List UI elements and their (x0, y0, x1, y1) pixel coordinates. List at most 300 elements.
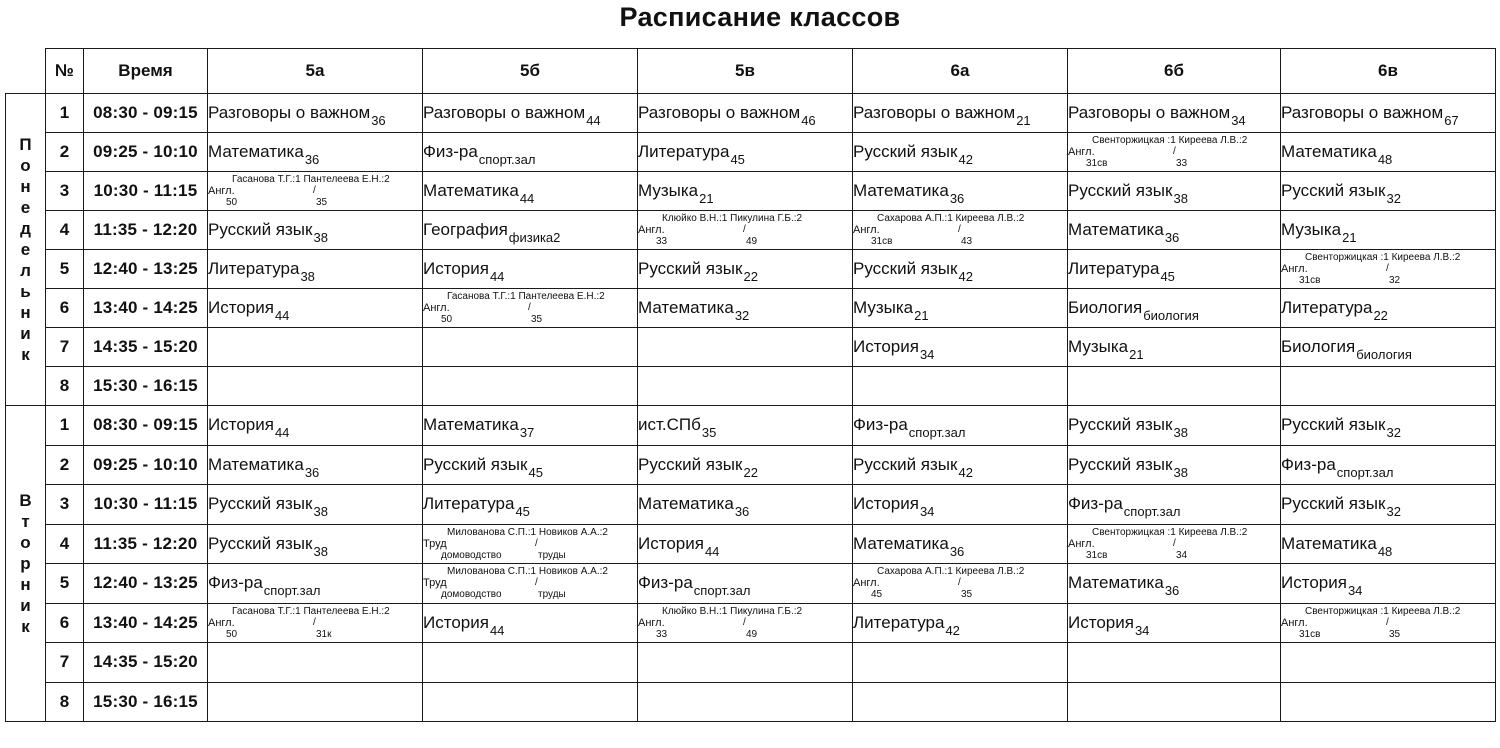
split-slash: / (528, 302, 531, 313)
lesson-number: 6 (46, 603, 84, 643)
split-slash: / (1173, 146, 1176, 157)
lesson-cell (423, 485, 638, 525)
subject-name: Русский язык (1068, 454, 1173, 474)
lesson-cell (853, 133, 1068, 172)
room-number: 38 (300, 269, 315, 284)
lesson-time: 09:25 - 10:10 (84, 133, 208, 172)
lesson-row (6, 367, 1496, 406)
lesson-cell (1068, 406, 1281, 446)
lesson-cell (1068, 367, 1281, 406)
lesson-cell (208, 172, 423, 211)
split-room-1: 31св (1299, 628, 1321, 640)
day-letter: В (19, 491, 32, 510)
room-number: биология (1356, 347, 1412, 362)
split-slash: / (1173, 537, 1176, 549)
lesson-cell (638, 94, 853, 133)
room-number: 44 (704, 543, 720, 559)
room-number: 44 (586, 113, 601, 128)
lesson-cell (1068, 94, 1281, 133)
subject-name: Физ-ра (853, 415, 908, 435)
lesson-cell (423, 367, 638, 406)
lesson-cell (1281, 524, 1496, 564)
split-room-1: 50 (226, 197, 238, 208)
room-number: спорт.зал (1336, 464, 1394, 480)
room-number: физика2 (508, 230, 561, 245)
split-teachers: Клюйко В.Н.:1 Пикулина Г.Б.:2 (662, 213, 803, 224)
lesson-number: 6 (46, 289, 84, 328)
subject-name: Литература (208, 259, 300, 278)
lesson-row (6, 564, 1496, 604)
lesson-cell (423, 289, 638, 328)
subject-name: Разговоры о важном (638, 103, 801, 122)
day-letter: е (20, 198, 31, 217)
day-letter: л (20, 261, 31, 280)
header-time: Время (84, 49, 208, 94)
split-room-1: 50 (226, 628, 238, 640)
lesson-row (6, 211, 1496, 250)
lesson-time: 11:35 - 12:20 (84, 211, 208, 250)
lesson-time: 08:30 - 09:15 (84, 94, 208, 133)
lesson-cell (1068, 682, 1281, 722)
lesson-cell (853, 603, 1068, 643)
lesson-row (6, 485, 1496, 525)
split-lesson (208, 172, 422, 210)
lesson-cell (423, 133, 638, 172)
lesson-time: 14:35 - 15:20 (84, 328, 208, 367)
subject-name: Русский язык (638, 454, 743, 474)
split-slash: / (743, 616, 746, 628)
split-subject: Англ. (1068, 537, 1095, 550)
subject-name: История (208, 415, 274, 435)
room-number: 36 (949, 543, 965, 559)
split-lesson (423, 289, 637, 327)
lesson-number: 2 (46, 133, 84, 172)
subject-name: Разговоры о важном (423, 103, 586, 122)
room-number: спорт.зал (263, 583, 321, 599)
lesson-time: 12:40 - 13:25 (84, 250, 208, 289)
split-subject: Англ. (1281, 263, 1308, 275)
split-lesson (638, 604, 852, 642)
lesson-number: 5 (46, 250, 84, 289)
split-slash: / (958, 224, 961, 235)
subject-name: Математика (1068, 573, 1164, 593)
split-subject: Труд (423, 537, 447, 550)
lesson-row (6, 524, 1496, 564)
split-teachers: Гасанова Т.Г.:1 Пантелеева Е.Н.:2 (447, 291, 605, 302)
lesson-cell (208, 133, 423, 172)
day-letter: к (21, 345, 30, 364)
split-room-1: 31св (1086, 158, 1108, 169)
room-number: 32 (734, 308, 750, 323)
subject-name: Русский язык (1281, 415, 1386, 435)
subject-name: Литература (1068, 259, 1160, 278)
lesson-time: 12:40 - 13:25 (84, 564, 208, 604)
room-number: 32 (1386, 504, 1401, 520)
lesson-number: 4 (46, 524, 84, 564)
lesson-cell (208, 445, 423, 485)
header-class-6b: 6б (1068, 49, 1281, 94)
room-number: 42 (945, 622, 960, 638)
subject-name: Математика (853, 533, 949, 553)
split-room-2: 35 (531, 314, 543, 325)
room-number: 45 (515, 504, 530, 520)
split-lesson (638, 211, 852, 249)
subject-name: Физ-ра (638, 573, 693, 593)
lesson-cell (1281, 445, 1496, 485)
split-teachers: Клюйко В.Н.:1 Пикулина Г.Б.:2 (662, 605, 803, 617)
split-room-2: 33 (1176, 158, 1188, 169)
subject-name: Математика (638, 298, 734, 317)
lesson-cell (423, 172, 638, 211)
lesson-cell (638, 172, 853, 211)
room-number: 36 (949, 191, 965, 206)
lesson-cell (853, 250, 1068, 289)
subject-name: Математика (638, 494, 734, 514)
room-number: спорт.зал (693, 583, 751, 599)
room-number: 38 (313, 230, 328, 245)
lesson-cell (853, 328, 1068, 367)
subject-name: Физ-ра (423, 142, 478, 161)
split-subject: Англ. (208, 185, 235, 197)
split-room-2: 49 (746, 236, 758, 247)
subject-name: Математика (1281, 533, 1377, 553)
subject-name: История (853, 494, 919, 514)
split-subject: Англ. (423, 302, 450, 314)
lesson-cell (853, 367, 1068, 406)
subject-name: Математика (1068, 220, 1164, 239)
room-number: 22 (743, 464, 758, 480)
lesson-cell (638, 564, 853, 604)
day-letter: р (20, 554, 31, 573)
lesson-cell (208, 406, 423, 446)
lesson-cell (1281, 367, 1496, 406)
subject-name: Русский язык (208, 494, 313, 514)
lesson-cell (423, 211, 638, 250)
subject-name: Русский язык (1281, 181, 1386, 200)
room-number: 42 (958, 269, 973, 284)
lesson-time: 15:30 - 16:15 (84, 682, 208, 722)
room-number: 42 (958, 464, 973, 480)
split-room-2: 35 (316, 197, 328, 208)
subject-name: Русский язык (1281, 494, 1386, 514)
split-slash: / (1386, 616, 1389, 628)
lesson-cell (638, 328, 853, 367)
lesson-row (6, 603, 1496, 643)
lesson-cell (423, 406, 638, 446)
subject-name: Математика (423, 415, 519, 435)
split-subject: Англ. (1068, 146, 1095, 158)
split-teachers: Милованова С.П.:1 Новиков А.А.:2 (447, 566, 608, 578)
lesson-row (6, 328, 1496, 367)
room-number: 34 (919, 347, 935, 362)
subject-name: Разговоры о важном (1281, 103, 1444, 122)
lesson-row (6, 94, 1496, 133)
lesson-cell (638, 250, 853, 289)
lesson-cell (423, 328, 638, 367)
day-letter: о (20, 156, 31, 175)
subject-name: Математика (208, 454, 304, 474)
lesson-cell (853, 172, 1068, 211)
subject-name: ист.СПб (638, 415, 701, 435)
split-slash: / (535, 537, 538, 549)
header-num: № (46, 49, 84, 94)
lesson-row (6, 445, 1496, 485)
split-lesson (1281, 250, 1495, 288)
lesson-cell (423, 445, 638, 485)
lesson-cell (638, 367, 853, 406)
lesson-cell (1281, 564, 1496, 604)
day-letter: н (20, 177, 31, 196)
split-teachers: Свенторжицкая :1 Киреева Л.В.:2 (1305, 605, 1461, 617)
subject-name: Литература (423, 494, 515, 514)
split-lesson (1281, 604, 1495, 642)
lesson-cell (1281, 328, 1496, 367)
subject-name: Русский язык (853, 142, 958, 161)
lesson-cell (853, 406, 1068, 446)
lesson-cell (853, 211, 1068, 250)
lesson-cell (638, 524, 853, 564)
lesson-time: 13:40 - 14:25 (84, 289, 208, 328)
lesson-number: 3 (46, 172, 84, 211)
room-number: 44 (274, 308, 290, 323)
split-teachers: Милованова С.П.:1 Новиков А.А.:2 (447, 526, 608, 538)
split-slash: / (313, 616, 316, 628)
subject-name: Русский язык (423, 454, 528, 474)
subject-name: Русский язык (853, 259, 958, 278)
split-subject: Труд (423, 577, 447, 590)
subject-name: Разговоры о важном (853, 103, 1016, 122)
subject-name: Математика (853, 181, 949, 200)
lesson-cell (1068, 524, 1281, 564)
split-subject: Англ. (853, 577, 880, 590)
lesson-cell (423, 643, 638, 683)
room-number: 36 (304, 152, 320, 167)
split-teachers: Свенторжицкая :1 Киреева Л.В.:2 (1092, 135, 1248, 146)
room-number: 36 (371, 113, 386, 128)
room-number: 21 (1016, 113, 1031, 128)
room-number: 48 (1377, 152, 1393, 167)
subject-name: История (208, 298, 274, 317)
day-label (6, 94, 46, 406)
split-slash: / (313, 185, 316, 196)
lesson-cell (853, 485, 1068, 525)
lesson-cell (1068, 643, 1281, 683)
room-number: 36 (1164, 583, 1180, 599)
room-number: 37 (519, 425, 535, 441)
lesson-cell (423, 524, 638, 564)
room-number: 34 (919, 504, 935, 520)
lesson-cell (638, 643, 853, 683)
lesson-number: 8 (46, 682, 84, 722)
split-lesson (208, 604, 422, 642)
split-room-2: 31к (316, 628, 332, 640)
room-number: спорт.зал (908, 425, 966, 441)
room-number: 21 (1129, 347, 1144, 362)
subject-name: Литература (1281, 298, 1373, 317)
lesson-cell (208, 250, 423, 289)
lesson-row (6, 643, 1496, 683)
day-label (6, 406, 46, 722)
lesson-cell (853, 445, 1068, 485)
day-letter: д (20, 219, 31, 238)
lesson-time: 15:30 - 16:15 (84, 367, 208, 406)
subject-name: Разговоры о важном (1068, 103, 1231, 122)
room-number: 21 (914, 308, 929, 323)
lesson-cell (1281, 643, 1496, 683)
day-letter: т (21, 512, 30, 531)
day-letter: н (20, 575, 31, 594)
day-letter: ь (20, 282, 31, 301)
room-number: 46 (801, 113, 816, 128)
lesson-cell (853, 289, 1068, 328)
lesson-cell (853, 682, 1068, 722)
lesson-row (6, 172, 1496, 211)
split-teachers: Свенторжицкая :1 Киреева Л.В.:2 (1092, 526, 1248, 538)
lesson-time: 08:30 - 09:15 (84, 406, 208, 446)
header-blank (6, 49, 46, 94)
lesson-number: 2 (46, 445, 84, 485)
lesson-cell (1068, 603, 1281, 643)
subject-name: История (853, 337, 919, 356)
lesson-cell (423, 682, 638, 722)
lesson-cell (1068, 172, 1281, 211)
schedule-table (5, 48, 1496, 722)
split-teachers: Свенторжицкая :1 Киреева Л.В.:2 (1305, 252, 1461, 263)
lesson-cell (638, 289, 853, 328)
subject-name: История (423, 612, 489, 632)
split-slash: / (1386, 263, 1389, 274)
split-room-1: 31св (871, 236, 893, 247)
split-teachers: Гасанова Т.Г.:1 Пантелеева Е.Н.:2 (232, 174, 390, 185)
split-room-1: домоводство (441, 549, 502, 561)
split-room-2: труды (538, 549, 566, 561)
room-number: 34 (1347, 583, 1363, 599)
subject-name: История (423, 259, 489, 278)
day-letter: о (20, 533, 31, 552)
lesson-cell (1068, 485, 1281, 525)
subject-name: Литература (853, 612, 945, 632)
split-room-2: 35 (961, 589, 973, 601)
lesson-cell (1281, 682, 1496, 722)
room-number: 38 (313, 543, 328, 559)
lesson-number: 7 (46, 328, 84, 367)
split-room-2: 43 (961, 236, 973, 247)
split-room-1: 45 (871, 589, 883, 601)
lesson-cell (638, 133, 853, 172)
header-class-5b: 5б (423, 49, 638, 94)
lesson-cell (1068, 289, 1281, 328)
split-subject: Англ. (1281, 616, 1308, 629)
split-room-2: труды (538, 589, 566, 601)
split-room-2: 35 (1389, 628, 1401, 640)
lesson-number: 4 (46, 211, 84, 250)
subject-name: Биология (1068, 298, 1143, 317)
lesson-time: 09:25 - 10:10 (84, 445, 208, 485)
lesson-number: 7 (46, 643, 84, 683)
header-class-5a: 5а (208, 49, 423, 94)
lesson-cell (638, 682, 853, 722)
subject-name: Разговоры о важном (208, 103, 371, 122)
lesson-cell (853, 643, 1068, 683)
room-number: 44 (489, 622, 505, 638)
header-row (6, 49, 1496, 94)
day-letter: к (21, 617, 30, 636)
subject-name: Русский язык (208, 220, 313, 239)
split-room-2: 49 (746, 628, 758, 640)
lesson-cell (638, 603, 853, 643)
subject-name: Математика (208, 142, 304, 161)
header-class-5v: 5в (638, 49, 853, 94)
room-number: 48 (1377, 543, 1393, 559)
subject-name: Музыка (1068, 337, 1129, 356)
split-lesson (853, 211, 1067, 249)
day-letter: и (20, 324, 31, 343)
room-number: 42 (958, 152, 973, 167)
lesson-cell (208, 211, 423, 250)
subject-name: Русский язык (638, 259, 743, 278)
room-number: 38 (313, 504, 328, 520)
lesson-cell (1281, 133, 1496, 172)
room-number: 35 (701, 425, 717, 441)
split-room-1: домоводство (441, 589, 502, 601)
split-lesson (853, 564, 1067, 602)
lesson-cell (1281, 94, 1496, 133)
subject-name: Физ-ра (1068, 494, 1123, 514)
room-number: 38 (1173, 425, 1188, 441)
split-lesson (1068, 133, 1280, 171)
lesson-cell (208, 564, 423, 604)
lesson-cell (208, 682, 423, 722)
split-teachers: Гасанова Т.Г.:1 Пантелеева Е.Н.:2 (232, 605, 390, 617)
lesson-cell (638, 445, 853, 485)
lesson-cell (423, 94, 638, 133)
lesson-cell (208, 367, 423, 406)
split-slash: / (743, 224, 746, 235)
lesson-cell (208, 485, 423, 525)
lesson-cell (208, 328, 423, 367)
lesson-cell (638, 406, 853, 446)
lesson-cell (208, 524, 423, 564)
room-number: 34 (1231, 113, 1246, 128)
split-room-1: 50 (441, 314, 453, 325)
split-lesson (1068, 525, 1280, 563)
split-slash: / (535, 577, 538, 589)
lesson-cell (1068, 564, 1281, 604)
lesson-cell (1068, 328, 1281, 367)
split-teachers: Сахарова А.П.:1 Киреева Л.В.:2 (877, 213, 1025, 224)
lesson-cell (1281, 485, 1496, 525)
lesson-cell (423, 603, 638, 643)
room-number: 36 (1164, 230, 1180, 245)
subject-name: Математика (423, 181, 519, 200)
lesson-cell (853, 564, 1068, 604)
day-letter: и (20, 596, 31, 615)
header-class-6a: 6а (853, 49, 1068, 94)
split-room-1: 31св (1086, 549, 1108, 561)
subject-name: Русский язык (1068, 415, 1173, 435)
room-number: 44 (489, 269, 505, 284)
subject-name: Математика (1281, 142, 1377, 161)
subject-name: Физ-ра (1281, 454, 1336, 474)
lesson-cell (1281, 406, 1496, 446)
subject-name: Физ-ра (208, 573, 263, 593)
room-number: биология (1143, 308, 1199, 323)
lesson-row (6, 406, 1496, 446)
subject-name: Русский язык (853, 454, 958, 474)
lesson-cell (1068, 250, 1281, 289)
room-number: 38 (1173, 191, 1188, 206)
room-number: 34 (1134, 622, 1150, 638)
